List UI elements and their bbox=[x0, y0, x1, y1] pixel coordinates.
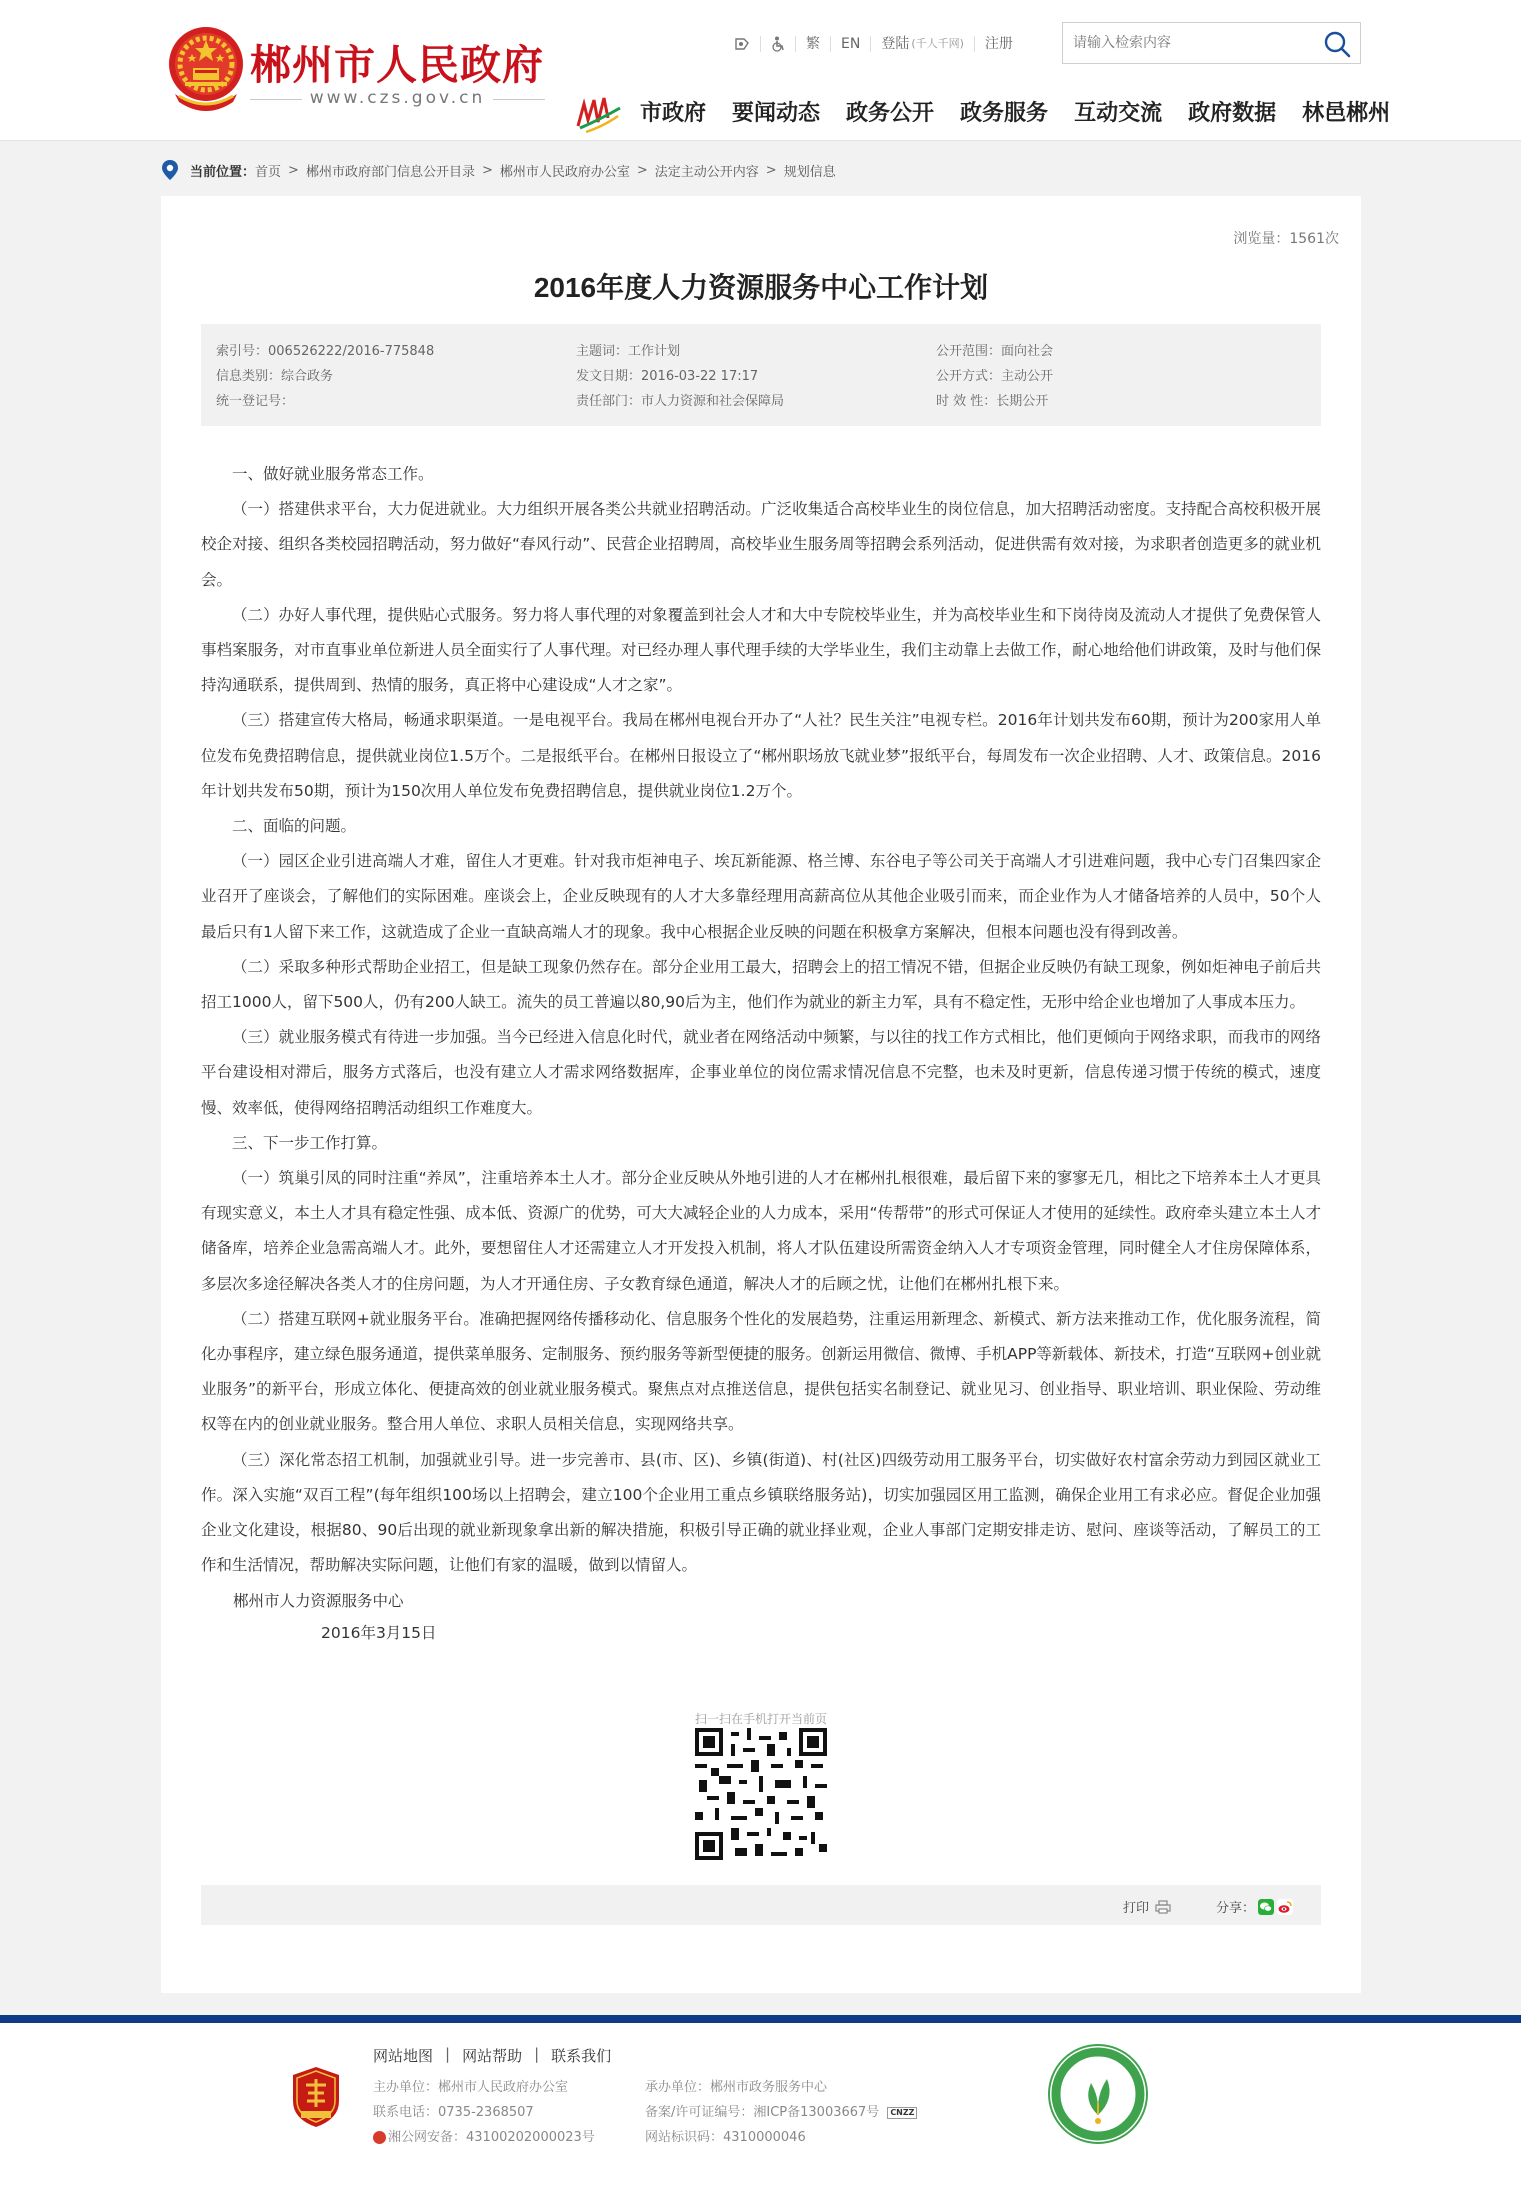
meta-subject: 主题词：工作计划 bbox=[576, 344, 681, 359]
civilization-seal-icon[interactable] bbox=[1047, 2043, 1149, 2145]
nav-government-services[interactable]: 政务服务 bbox=[960, 101, 1049, 126]
footer-police[interactable]: 湘公网安备：43100202000023号 bbox=[388, 2130, 595, 2145]
article-paragraph: （三）搭建宣传大格局，畅通求职渠道。一是电视平台。我局在郴州电视台开办了“人社？民生关注”电视专栏。2016年计划共发布60期，预计为200家用人单位发布免费招聘信息，提供就业岗位1.5万个。二是报纸平台。在郴州日报设立了“郴州职场放飞就业梦”报纸平台，每周发布一次企业招聘、人才、政策信息。2016年计划共发布50期，预计为150次用人单位发布免费招聘信息，提供就业岗位1.2万个。 bbox=[201, 711, 1321, 800]
footer-icp[interactable]: 备案/许可证编号：湘ICP备13003667号 bbox=[645, 2105, 880, 2120]
article-paragraph: （二）采取多种形式帮助企业招工，但是缺工现象仍然存在。部分企业用工最大，招聘会上的招工情况不错，但据企业反映仍有缺工现象，例如炬神电子前后共招工1000人，留下500人，仍有200人缺工。流失的员工普遍以80,90后为主，他们作为就业的新主力军，具有不稳定性，无形中给企业也增加了人事成本压力。 bbox=[201, 957, 1321, 1012]
footer-phone: 联系电话：0735-2368507 bbox=[373, 2105, 534, 2120]
cnzz-badge[interactable]: CNZZ bbox=[887, 2107, 917, 2119]
footer-link-divider: | bbox=[534, 2045, 540, 2063]
meta-issue-date: 发文日期：2016-03-22 17:17 bbox=[576, 369, 759, 384]
article-body bbox=[201, 457, 1321, 1648]
footer-link-divider: | bbox=[445, 2045, 451, 2063]
article-paragraph: （三）就业服务模式有待进一步加强。当今已经进入信息化时代，就业者在网络活动中频繁，与以往的找工作方式相比，他们更倾向于网络求职，而我市的网络平台建设相对滞后，服务方式落后，也没有建立人才需求网络数据库，企事业单位的岗位需求情况信息不完整，也未及时更新，信息传递习惯于传统的模式，速度慢、效率低，使得网络招聘活动组织工作难度大。 bbox=[201, 1028, 1321, 1117]
police-badge-icon bbox=[373, 2131, 386, 2144]
search-box bbox=[1062, 22, 1361, 64]
footer-help-link[interactable]: 网站帮助 bbox=[462, 2047, 523, 2065]
share-bar bbox=[201, 1885, 1321, 1925]
article-metadata bbox=[201, 324, 1321, 426]
share-group bbox=[1216, 1897, 1293, 1916]
footer-info bbox=[373, 2075, 917, 2150]
printer-icon bbox=[1155, 1900, 1171, 1914]
meta-row bbox=[216, 339, 1306, 364]
breadcrumb-separator: > bbox=[765, 162, 777, 178]
register-link[interactable]: 注册 bbox=[984, 36, 1013, 52]
footer-row bbox=[373, 2100, 917, 2125]
meta-open-method: 公开方式：主动公开 bbox=[936, 369, 1054, 384]
article-paragraph: （二）办好人事代理，提供贴心式服务。努力将人事代理的对象覆盖到社会人才和大中专院校毕业生，并为高校毕业生和下岗待岗及流动人才提供了免费保管人事档案服务，对市直事业单位新进人员全面实行了人事代理。对已经办理人事代理手续的大学毕业生，我们主动靠上去做工作，耐心地给他们讲政策，及时与他们保持沟通联系，提供周到、热情的服务，真正将中心建设成“人才之家”。 bbox=[201, 605, 1321, 695]
qr-caption: 扫一扫在手机打开当前页 bbox=[694, 1712, 827, 1726]
search-input[interactable] bbox=[1073, 31, 1313, 55]
site-header bbox=[0, 0, 1521, 141]
breadcrumb-public-content[interactable]: 法定主动公开内容 bbox=[654, 164, 759, 180]
weibo-icon[interactable] bbox=[1277, 1899, 1293, 1915]
footer-host: 主办单位：郴州市人民政府办公室 bbox=[373, 2080, 569, 2095]
nav-government-affairs[interactable]: 政务公开 bbox=[846, 101, 935, 126]
footer-icp-wrap bbox=[645, 2100, 917, 2125]
meta-dept: 责任部门：市人力资源和社会保障局 bbox=[576, 394, 785, 409]
breadcrumb-separator: > bbox=[481, 162, 493, 178]
article-signature: 郴州市人力资源服务中心 bbox=[233, 1591, 404, 1610]
login-label: 登陆 bbox=[881, 36, 910, 52]
article-paragraph: 二、面临的问题。 bbox=[232, 817, 357, 836]
accessibility-link[interactable] bbox=[724, 36, 761, 52]
article-paragraph: （一）筑巢引凤的同时注重“养凤”，注重培养本土人才。部分企业反映从外地引进的人才在郴州扎根很难，最后留下来的寥寥无几，相比之下培养本土人才更具有现实意义，本土人才具有稳定性强、成本低、资源广的优势，可大大减轻企业的人力成本，采用“传帮带”的形式可保证人才使用的延续性。政府牵头建立本土人才储备库，培养企业急需高端人才。此外，要想留住人才还需建立人才开发投入机制，将人才队伍建设所需资金纳入人才专项资金管理，同时健全人才住房保障体系，多层次多途径解决各类人才的住房问题，为人才开通住房、子女教育绿色通道，解决人才的后顾之忧，让他们在郴州扎根下来。 bbox=[201, 1169, 1321, 1293]
breadcrumb bbox=[160, 157, 836, 183]
meta-validity: 时 效 性：长期公开 bbox=[936, 394, 1049, 409]
search-icon[interactable] bbox=[1322, 29, 1352, 59]
location-pin-icon bbox=[160, 159, 180, 181]
breadcrumb-office[interactable]: 郴州市人民政府办公室 bbox=[499, 164, 630, 180]
breadcrumb-directory[interactable]: 郴州市政府部门信息公开目录 bbox=[305, 164, 475, 180]
footer-row bbox=[373, 2125, 917, 2150]
site-title[interactable]: 郴州市人民政府 bbox=[250, 41, 544, 89]
nav-interaction[interactable]: 互动交流 bbox=[1074, 101, 1163, 126]
site-url: www.czs.gov.cn bbox=[250, 88, 545, 108]
wheelchair-icon bbox=[771, 36, 785, 52]
party-government-badge-icon[interactable] bbox=[289, 2065, 343, 2129]
eye-icon bbox=[734, 37, 750, 51]
breadcrumb-separator: > bbox=[636, 162, 648, 178]
footer-site-code: 网站标识码：4310000046 bbox=[645, 2130, 806, 2145]
footer-inner bbox=[0, 2023, 1521, 2195]
nav-news[interactable]: 要闻动态 bbox=[732, 101, 821, 126]
article-paragraph: 一、做好就业服务常态工作。 bbox=[232, 465, 434, 483]
qr-code-icon bbox=[695, 1728, 827, 1860]
main-nav bbox=[640, 96, 1390, 127]
article-paragraph: （一）搭建供求平台，大力促进就业。大力组织开展各类公共就业招聘活动。广泛收集适合高校毕业生的岗位信息，加大招聘活动密度。支持配合高校积极开展校企对接、组织各类校园招聘活动，努力做好“春风行动”、民营企业招聘周，高校毕业生服务周等招聘会系列活动，促进供需有效对接，为求职者创造更多的就业机会。 bbox=[201, 500, 1321, 589]
article-card bbox=[161, 196, 1361, 1993]
nav-city-government[interactable]: 市政府 bbox=[640, 101, 707, 126]
share-label: 分享： bbox=[1215, 1901, 1255, 1916]
article-paragraph: 三、下一步工作打算。 bbox=[232, 1133, 388, 1152]
footer-organizer: 承办单位：郴州市政务服务中心 bbox=[645, 2080, 828, 2095]
english-link[interactable]: EN bbox=[831, 36, 871, 52]
breadcrumb-planning-info[interactable]: 规划信息 bbox=[783, 164, 836, 180]
article-date: 2016年3月15日 bbox=[321, 1623, 437, 1642]
city-logo-icon bbox=[574, 90, 624, 134]
article-title: 2016年度人力资源服务中心工作计划 bbox=[533, 272, 989, 303]
site-footer bbox=[0, 2015, 1521, 2195]
breadcrumb-home[interactable]: 首页 bbox=[255, 164, 282, 180]
meta-unified-no: 统一登记号： bbox=[216, 394, 295, 409]
breadcrumb-label: 当前位置： bbox=[190, 164, 256, 180]
breadcrumb-separator: > bbox=[288, 162, 299, 178]
wechat-icon[interactable] bbox=[1258, 1899, 1274, 1915]
meta-row bbox=[216, 364, 1306, 389]
footer-police-wrap bbox=[373, 2125, 645, 2150]
footer-contact-link[interactable]: 联系我们 bbox=[551, 2047, 612, 2065]
article-paragraph: （二）搭建互联网+就业服务平台。准确把握网络传播移动化、信息服务个性化的发展趋势，注重运用新理念、新模式、新方法来推动工作，优化服务流程，简化办事程序，建立绿色服务通道，提供菜单服务、定制服务、预约服务等新型便捷的服务。创新运用微信、微博、手机APP等新载体、新技术，打造“互联网+创业就业服务”的新平台，形成立体化、便捷高效的创业就业服务模式。聚焦点对点推送信息，提供包括实名制登记、就业见习、创业指导、职业培训、职业保险、劳动维权等在内的创业就业服务。整合用人单位、求职人员相关信息，实现网络共享。 bbox=[201, 1309, 1321, 1434]
print-button[interactable] bbox=[1123, 1897, 1171, 1916]
footer-sitemap-link[interactable]: 网站地图 bbox=[373, 2047, 434, 2065]
footer-row bbox=[373, 2075, 917, 2100]
nav-linyi-chenzhou[interactable]: 林邑郴州 bbox=[1302, 101, 1391, 126]
login-link[interactable] bbox=[871, 36, 975, 52]
article-paragraph: （三）深化常态招工机制，加强就业引导。进一步完善市、县(市、区)、乡镇(街道)、村(社区)四级劳动用工服务平台，切实做好农村富余劳动力到园区就业工作。深入实施“双百工程”(每年组织100场以上招聘会，建立100个企业用工重点乡镇联络服务站)，切实加强园区用工监测，确保企业用工有求必应。督促企业加强企业文化建设，根据80、90后出现的就业新现象拿出新的解决措施，积极引导正确的就业择业观，企业人事部门定期安排走访、慰问、座谈等活动，了解员工的工作和生活情况，帮助解决实际问题，让他们有家的温暖，做到以情留人。 bbox=[201, 1450, 1321, 1575]
traditional-chinese-link[interactable]: 繁 bbox=[796, 36, 831, 52]
login-sub-label: (千人千网) bbox=[911, 37, 964, 50]
meta-scope: 公开范围：面向社会 bbox=[936, 344, 1054, 359]
article-paragraph: （一）园区企业引进高端人才难，留住人才更难。针对我市炬神电子、埃瓦新能源、格兰博、东谷电子等公司关于高端人才引进难问题，我中心专门召集四家企业召开了座谈会，了解他们的实际困难。座谈会上，企业反映现有的人才大多靠经理用高薪高位从其他企业吸引而来，而企业作为人才储备培养的人员中，50个人最后只有1人留下来工作，这就造成了企业一直缺高端人才的现象。我中心根据企业反映的问题在积极拿方案解决，但根本问题也没有得到改善。 bbox=[201, 852, 1321, 941]
footer-links bbox=[373, 2045, 611, 2066]
print-label: 打印 bbox=[1122, 1901, 1149, 1916]
view-count: 浏览量：1561次 bbox=[1233, 231, 1339, 247]
nav-government-data[interactable]: 政府数据 bbox=[1188, 101, 1277, 126]
wheelchair-link[interactable] bbox=[761, 36, 796, 52]
top-links bbox=[724, 33, 1023, 55]
meta-index-no: 索引号：006526222/2016-775848 bbox=[216, 344, 435, 359]
meta-row bbox=[216, 389, 1306, 414]
national-emblem-icon[interactable] bbox=[165, 24, 247, 112]
meta-category: 信息类别：综合政务 bbox=[216, 369, 334, 384]
